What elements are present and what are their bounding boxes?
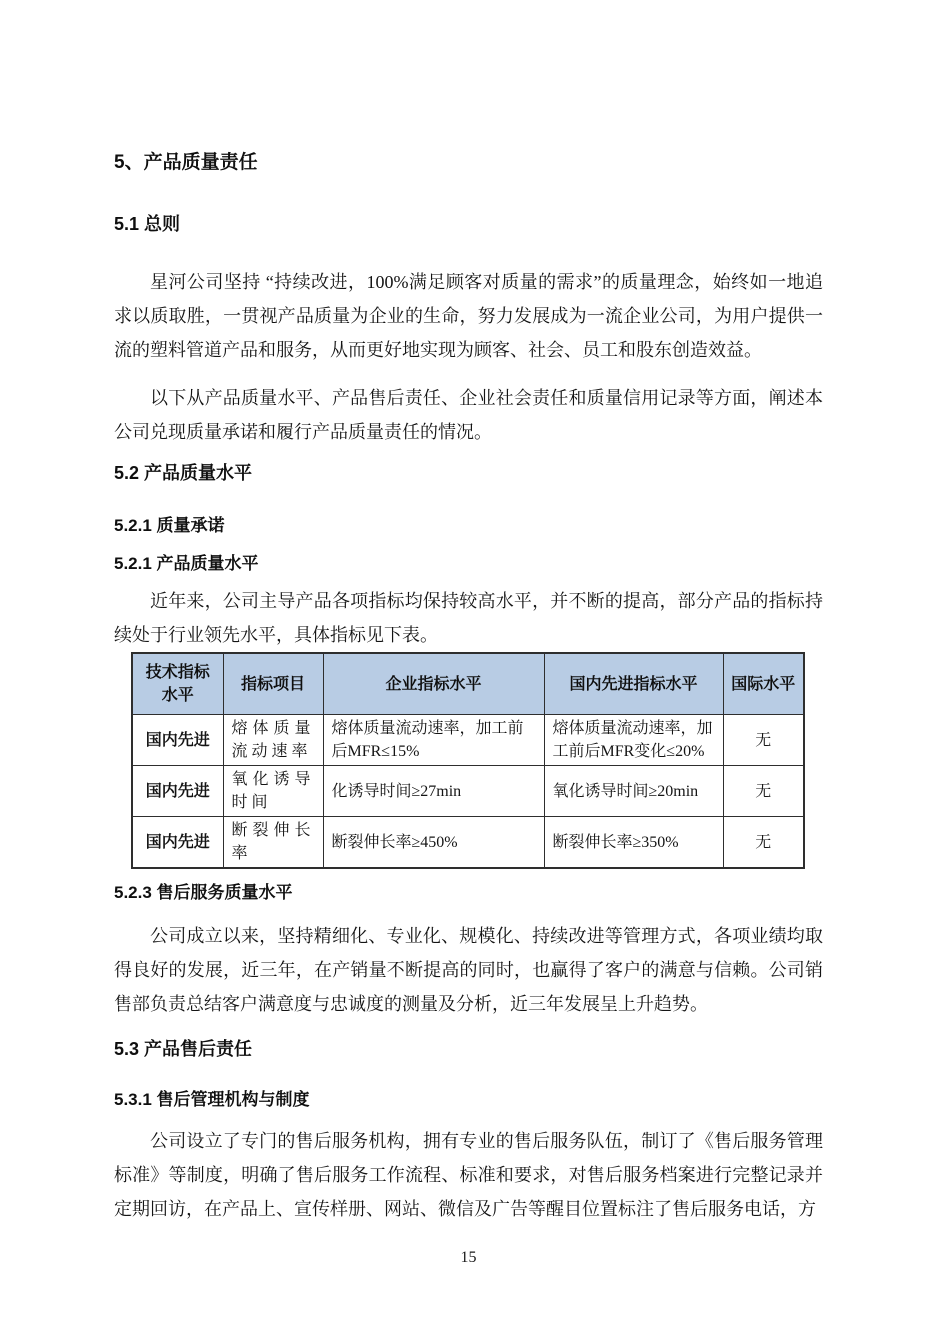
table-cell: 氧化诱导时间≥20min [544,766,723,817]
section-heading-5-1: 5.1 总则 [114,214,181,234]
table-header-row [132,653,804,715]
paragraph-after-sales-org: 公司设立了专门的售后服务机构，拥有专业的售后服务队伍，制订了《售后服务管理标准》等制度，明确了售后服务工作流程、标准和要求，对售后服务档案进行完整记录并定期回访，在产品上、宣传样册、网站、微信及广告等醒目位置标注了售后服务电话，方 [114,1131,823,1219]
table-row-oxidation [132,766,804,817]
section-heading-5-2-1-level: 5.2.1 产品质量水平 [114,554,259,573]
paragraph-overview: 以下从产品质量水平、产品售后责任、企业社会责任和质量信用记录等方面，阐述本公司兑现质量承诺和履行产品质量责任的情况。 [114,388,823,442]
table-cell: 断裂伸长率 [223,817,323,869]
table-cell: 断裂伸长率≥450% [323,817,544,869]
table-cell: 氧化诱导时间 [223,766,323,817]
table-cell: 国内先进 [132,766,223,817]
table-cell: 化诱导时间≥27min [323,766,544,817]
table-cell: 无 [723,766,804,817]
table-header-domestic-level: 国内先进指标水平 [544,653,723,715]
section-heading-5-3: 5.3 产品售后责任 [114,1039,253,1059]
paragraph-quality-philosophy: 星河公司坚持 “持续改进，100%满足顾客对质量的需求”的质量理念，始终如一地追求以质取胜，一贯视产品质量为企业的生命，努力发展成为一流企业公司，为用户提供一流的塑料管道产品和服务，从而更好地实现为顾客、社会、员工和股东创造效益。 [114,272,823,360]
table-header-international-level: 国际水平 [723,653,804,715]
table-cell: 熔体质量流动速率，加工前后MFR≤15% [323,715,544,766]
quality-indicators-table [131,652,805,869]
paragraph-service-quality: 公司成立以来，坚持精细化、专业化、规模化、持续改进等管理方式，各项业绩均取得良好的发展，近三年，在产销量不断提高的同时，也赢得了客户的满意与信赖。公司销售部负责总结客户满意度与忠诚度的测量及分析，近三年发展呈上升趋势。 [114,926,823,1014]
section-heading-5-3-1: 5.3.1 售后管理机构与制度 [114,1090,310,1109]
table-cell: 熔体质量流动速率，加工前后MFR变化≤20% [544,715,723,766]
section-heading-5-2: 5.2 产品质量水平 [114,463,253,483]
section-heading-5-2-3: 5.2.3 售后服务质量水平 [114,883,293,902]
page-number: 15 [460,1249,477,1266]
table-cell: 断裂伸长率≥350% [544,817,723,869]
table-header-enterprise-level: 企业指标水平 [323,653,544,715]
table-header-indicator-item: 指标项目 [223,653,323,715]
table-cell: 国内先进 [132,715,223,766]
table-row-mfr [132,715,804,766]
table-cell: 无 [723,715,804,766]
table-cell: 国内先进 [132,817,223,869]
table-cell: 熔体质量流动速率 [223,715,323,766]
section-heading-5-2-1-commitment: 5.2.1 质量承诺 [114,516,225,535]
table-row-elongation [132,817,804,869]
table-cell: 无 [723,817,804,869]
paragraph-indicator-intro: 近年来，公司主导产品各项指标均保持较高水平，并不断的提高，部分产品的指标持续处于行业领先水平，具体指标见下表。 [114,591,823,645]
table-header-tech-level: 技术指标水平 [132,653,223,715]
section-heading-5: 5、产品质量责任 [114,152,258,173]
